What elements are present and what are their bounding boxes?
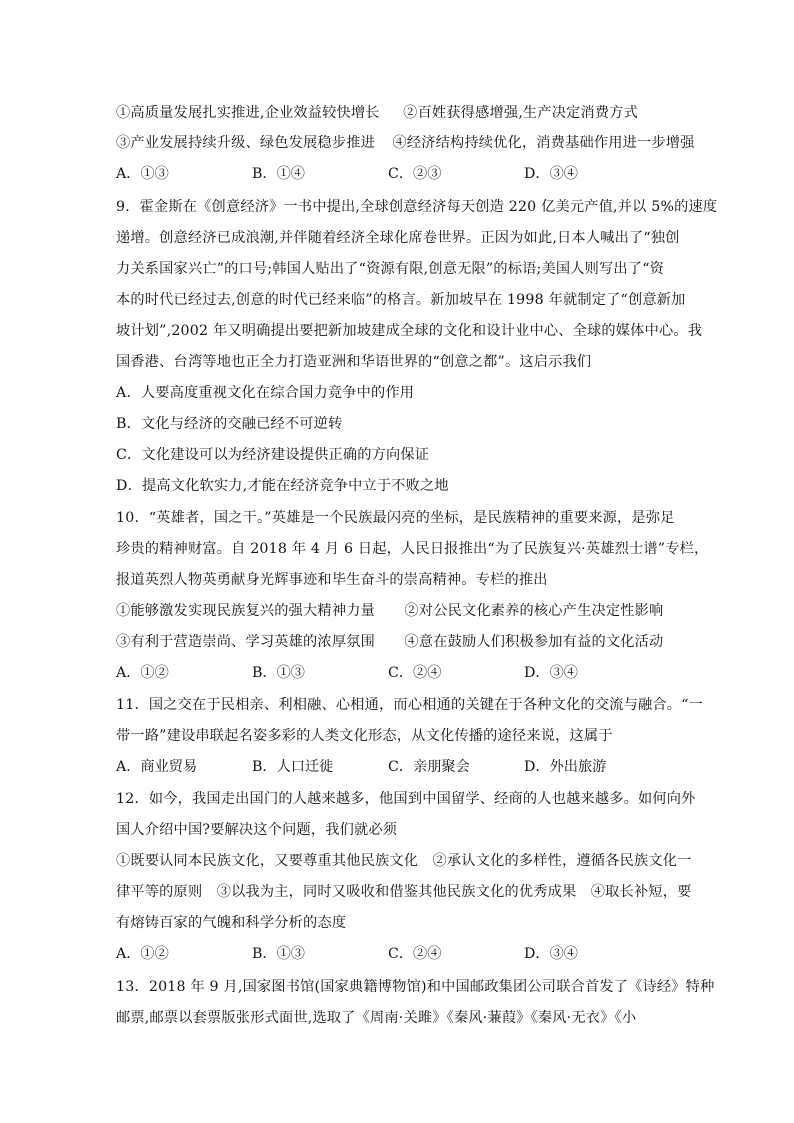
- q9-option-d: D．提高文化软实力,才能在经济竞争中立于不败之地: [116, 478, 449, 494]
- q13-stem-line: 邮票,邮票以套票版张形式面世,选取了《周南·关雎》《秦风·蒹葭》《秦风·无衣》《小: [116, 1010, 637, 1026]
- q8-statement-line-1: [116, 103, 638, 123]
- q8-option-b: B．①④: [252, 166, 305, 182]
- q9-option-c: C．文化建设可以为经济建设提供正确的方向保证: [116, 447, 430, 463]
- q12-option-d: D．③④: [524, 946, 578, 962]
- q12-statement-line: 有熔铸百家的气魄和科学分析的态度: [116, 915, 347, 931]
- q10-statement-4: ④意在鼓励人们积极参加有益的文化活动: [404, 634, 664, 650]
- q8-statement-1: ①高质量发展扎实推进,企业效益较快增长: [116, 105, 380, 121]
- q9-stem-line: 国香港、台湾等地也正全力打造亚洲和华语世界的“创意之都”。这启示我们: [116, 354, 592, 370]
- q10-stem-line: 珍贵的精神财富。自 2018 年 4 月 6 日起，人民日报推出“为了民族复兴·英雄烈士谱”专栏，: [116, 541, 709, 557]
- q12-option-a: A．①②: [116, 946, 169, 962]
- q12-option-b: B．①③: [252, 946, 305, 962]
- q8-option-a: A．①③: [116, 166, 169, 182]
- q10-statement-line-2: [116, 632, 663, 652]
- q10-option-b: B．①③: [252, 665, 305, 681]
- q12-statement-line: 律平等的原则 ③以我为主，同时又吸收和借鉴其他民族文化的优秀成果 ④取长补短，要: [116, 884, 692, 900]
- q10-statement-2: ②对公民文化素养的核心产生决定性影响: [404, 603, 664, 619]
- q9-stem-line: 力关系国家兴亡”的口号;韩国人贴出了“资源有限,创意无限”的标语;美国人则写出了“资: [116, 261, 665, 277]
- q9-option-a: A．人要高度重视文化在综合国力竞争中的作用: [116, 385, 415, 401]
- q8-statement-3: ③产业发展持续升级、绿色发展稳步推进: [116, 135, 375, 151]
- q11-stem-line: 11．国之交在于民相亲、利相融、心相通，而心相通的关键在于各种文化的交流与融合。“一: [116, 697, 704, 713]
- q10-statement-line-1: [116, 601, 663, 621]
- q10-option-a: A．①②: [116, 665, 169, 681]
- q8-statement-2: ②百姓获得感增强,生产决定消费方式: [403, 105, 639, 121]
- q9-stem-line: 递增。创意经济已成浪潮,并伴随着经济全球化席卷世界。正因为如此,日本人喊出了“独创: [116, 230, 680, 246]
- q11-option-d: D．外出旅游: [524, 759, 607, 775]
- q9-stem-line: 坡计划”,2002 年又明确提出要把新加坡建成全球的文化和设计业中心、全球的媒体中心。我: [116, 323, 703, 339]
- q9-stem-line: 本的时代已经过去,创意的时代已经来临”的格言。新加坡早在 1998 年就制定了“创意新加: [116, 292, 686, 308]
- q11-option-a: A．商业贸易: [116, 759, 198, 775]
- q9-stem-line: 9．霍金斯在《创意经济》一书中提出,全球创意经济每天创造 220 亿美元产值,并以 5%的速度: [116, 199, 718, 215]
- q8-option-d: D．③④: [524, 166, 578, 182]
- q8-option-c: C．②③: [388, 166, 442, 182]
- q8-statement-4: ④经济结构持续优化，消费基础作用进一步增强: [392, 135, 695, 151]
- q11-stem-line: 带一路”建设串联起名姿多彩的人类文化形态，从文化传播的途径来说，这属于: [116, 728, 613, 744]
- q9-option-b: B．文化与经济的交融已经不可逆转: [116, 416, 343, 432]
- q10-statement-1: ①能够激发实现民族复兴的强大精神力量: [116, 603, 375, 619]
- q10-option-d: D．③④: [524, 665, 578, 681]
- q8-statement-line-2: [116, 133, 695, 153]
- q10-stem-line: 报道英烈人物英勇献身光辉事迹和毕生奋斗的崇高精神。专栏的推出: [116, 572, 548, 588]
- q11-option-c: C．亲朋聚会: [388, 759, 470, 775]
- q12-option-c: C．②④: [388, 946, 442, 962]
- q12-stem-line: 12．如今，我国走出国门的人越来越多，他国到中国留学、经商的人也越来越多。如何向外: [116, 791, 696, 807]
- q10-stem-line: 10．“英雄者，国之干。”英雄是一个民族最闪亮的坐标，是民族精神的重要来源，是弥足: [116, 510, 675, 526]
- q10-option-c: C．②④: [388, 665, 442, 681]
- q12-statement-line: ①既要认同本民族文化，又要尊重其他民族文化 ②承认文化的多样性，遵循各民族文化一: [116, 853, 692, 869]
- q12-stem-line: 国人介绍中国?要解决这个问题，我们就必须: [116, 822, 398, 838]
- q11-option-b: B．人口迁徙: [252, 759, 334, 775]
- q10-statement-3: ③有利于营造崇尚、学习英雄的浓厚氛围: [116, 634, 375, 650]
- q13-stem-line: 13．2018 年 9 月,国家图书馆(国家典籍博物馆)和中国邮政集团公司联合首发了《诗经》特种: [116, 979, 715, 995]
